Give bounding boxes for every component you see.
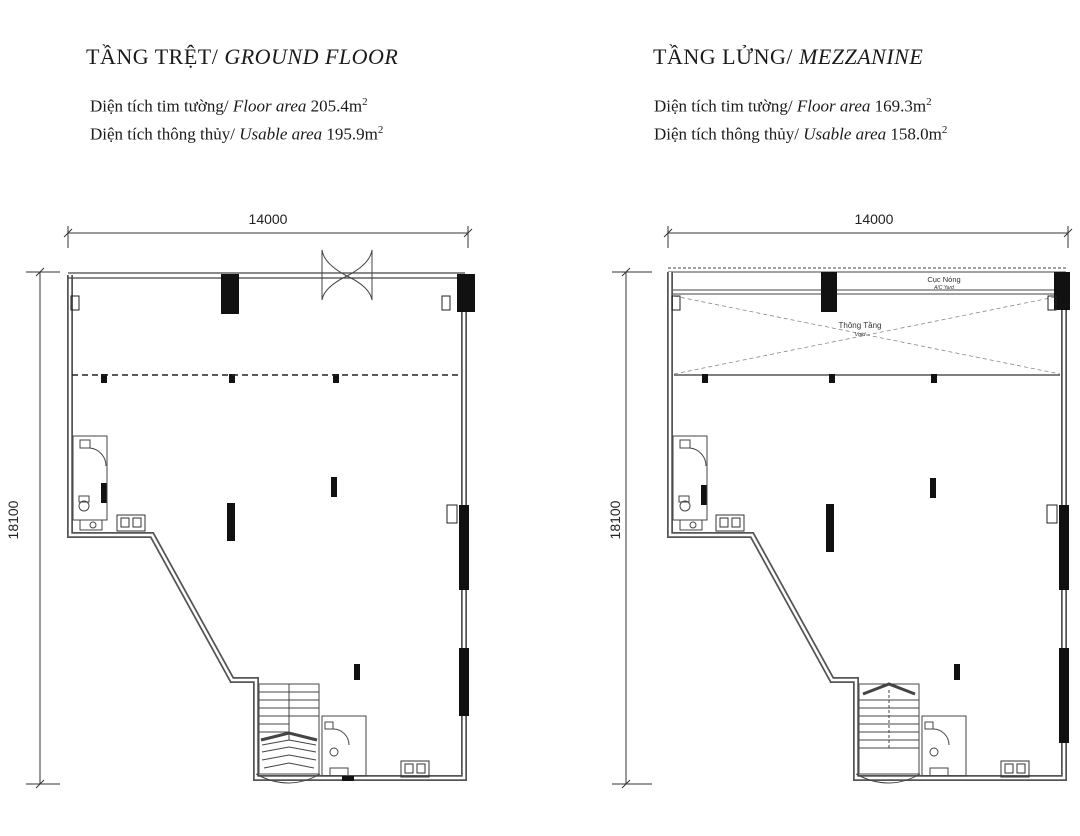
unit-exponent: 2 [926,96,932,108]
depth-dimension-label: 18100 [5,500,21,540]
void-label: Thông Tầng [838,321,882,330]
title-en: GROUND FLOOR [224,44,399,69]
storefront-glazing [68,273,465,278]
outer-wall [670,272,1064,778]
floor-area-en: Floor area [796,96,871,116]
usable-area-vn: Diện tích thông thủy/ [654,124,799,144]
title-vn: TẦNG TRỆT/ [86,44,219,69]
usable-area-vn: Diện tích thông thủy/ [90,124,235,144]
mezzanine-drawing [540,0,1080,836]
columns [672,272,1070,743]
title-en: MEZZANINE [799,44,924,69]
ac-yard-label: Cục Nóng [927,275,961,284]
floor-area-vn: Diện tích tim tường/ [90,96,229,116]
floor-area-en: Floor area [232,96,307,116]
usable-area-value: 158.0m [890,124,942,144]
width-dimension-label: 14000 [248,211,288,227]
mezzanine-plan [540,0,1080,836]
depth-dimension [26,268,60,788]
width-dimension-label: 14000 [854,211,894,227]
unit-exponent: 2 [362,96,368,108]
usable-area-en: Usable area [239,124,323,144]
sink-counter-bottom [401,761,429,777]
stairs [256,684,320,783]
ac-yard [668,268,1066,294]
restroom-left [673,436,707,530]
unit-exponent: 2 [941,124,948,136]
columns [71,274,475,716]
sink-counter [716,515,744,531]
width-dimension [664,226,1072,248]
void-area [674,296,1060,374]
restroom-stair [922,716,966,776]
title-vn: TẦNG LỬNG/ [653,44,793,69]
restroom-stair [322,716,366,776]
entrance-door [322,250,372,300]
floor-area-vn: Diện tích tim tường/ [654,96,793,116]
column-detail [447,505,457,523]
unit-exponent: 2 [377,124,384,136]
floor-area-value: 205.4m [310,96,363,116]
ac-yard-label-en: A/C Yard [934,285,954,291]
rear-door-sill [342,776,354,781]
depth-dimension-label: 18100 [607,500,623,540]
width-dimension [64,226,472,248]
sink-counter [117,515,145,531]
usable-area-en: Usable area [803,124,887,144]
column-detail [1047,505,1057,523]
void-label-en: Void [854,332,866,338]
sink-counter-bottom [1001,761,1029,777]
usable-area-value: 195.9m [326,124,378,144]
stairs [856,684,920,783]
floor-area-value: 169.3m [874,96,927,116]
